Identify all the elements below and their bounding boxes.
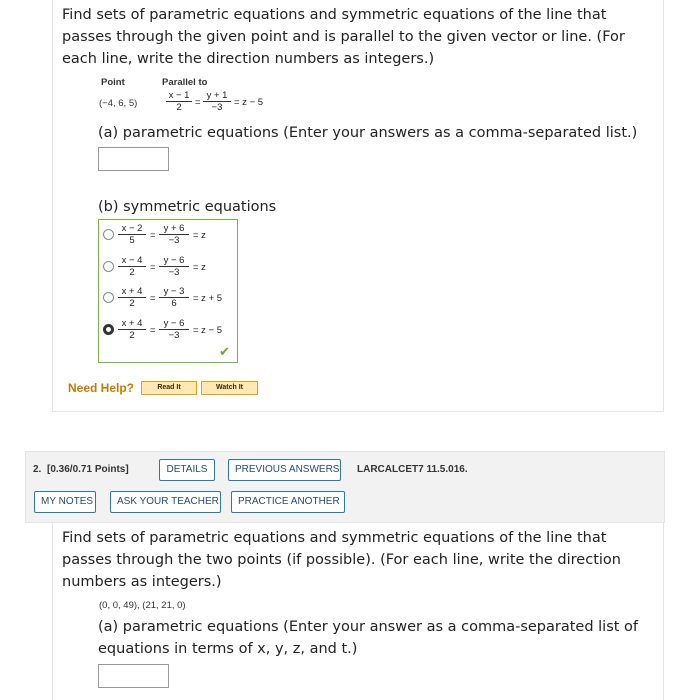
q1-part-b-label: (b) symmetric equations [98, 199, 277, 215]
choice-3-radio[interactable] [103, 292, 114, 303]
q2-parametric-answer-input[interactable] [98, 664, 169, 688]
frac-numerator: x − 2 [118, 223, 146, 235]
parallel-frac-x [166, 90, 192, 114]
choice-4-tail: = z − 5 [193, 325, 223, 336]
frac-denominator: 5 [129, 235, 135, 246]
choice-1-tail: = z [193, 230, 206, 241]
point-header: Point [101, 77, 125, 88]
frac-numerator: y + 6 [159, 223, 189, 235]
previous-answers-button[interactable]: PREVIOUS ANSWERS [228, 459, 341, 481]
q2-prompt [62, 527, 621, 593]
q2-number: 2. [33, 464, 42, 475]
frac-denominator: 2 [129, 267, 135, 278]
frac-denominator: 6 [171, 298, 177, 309]
q1-prompt-line: Find sets of parametric equations and symmetric equations of the line that [62, 7, 607, 23]
choice-2-frac-x [118, 255, 146, 279]
frac-denominator: 2 [129, 298, 135, 309]
point-value: (−4, 6, 5) [99, 98, 138, 109]
details-button[interactable]: DETAILS [159, 459, 215, 481]
q2-prompt-line: passes through the two points (if possible). (For each line, write the direction [62, 552, 621, 568]
frac-numerator: x + 4 [118, 286, 146, 298]
q1-prompt-line: passes through the given point and is parallel to the given vector or line. (For [62, 29, 625, 45]
q2-prompt-line: numbers as integers.) [62, 574, 222, 590]
watch-it-button[interactable]: Watch It [201, 381, 258, 395]
my-notes-button[interactable]: MY NOTES [34, 491, 96, 513]
equals-sign: = [150, 325, 156, 336]
q2-problem-code: LARCALCET7 11.5.016. [357, 464, 468, 475]
choice-2-frac-y [159, 255, 189, 279]
equals-sign: = [150, 262, 156, 273]
q2-points: [0.36/0.71 Points] [47, 464, 129, 475]
frac-numerator: x − 1 [166, 90, 192, 102]
parallel-header: Parallel to [162, 77, 208, 88]
choice-4-frac-y [159, 318, 189, 342]
choice-1-frac-x [118, 223, 146, 247]
ask-teacher-button[interactable]: ASK YOUR TEACHER [110, 491, 221, 513]
frac-numerator: y − 6 [159, 318, 189, 330]
q2-prompt-line: Find sets of parametric equations and symmetric equations of the line that [62, 530, 607, 546]
frac-denominator: −3 [168, 235, 180, 246]
frac-denominator: 2 [129, 330, 135, 341]
q1-prompt-line: each line, write the direction numbers as integers.) [62, 51, 435, 67]
parallel-frac-y [203, 90, 231, 114]
q1-parametric-answer-input[interactable] [98, 147, 169, 171]
choice-4-radio[interactable] [103, 324, 114, 335]
choice-3-frac-y [159, 286, 189, 310]
choice-1-frac-y [159, 223, 189, 247]
q1-prompt [62, 4, 625, 70]
frac-denominator: −3 [168, 267, 180, 278]
frac-numerator: x + 4 [118, 318, 146, 330]
frac-numerator: y + 1 [203, 90, 231, 102]
parallel-tail: = z − 5 [234, 97, 264, 108]
equals-sign: = [195, 97, 201, 108]
frac-numerator: y − 6 [159, 255, 189, 267]
practice-another-button[interactable]: PRACTICE ANOTHER [231, 491, 345, 513]
q1-part-a-label: (a) parametric equations (Enter your answers as a comma-separated list.) [98, 125, 638, 141]
equals-sign: = [150, 293, 156, 304]
choice-4-frac-x [118, 318, 146, 342]
q2-part-a-label [98, 616, 638, 660]
q2-given-points: (0, 0, 49), (21, 21, 0) [99, 600, 186, 611]
read-it-button[interactable]: Read It [141, 381, 197, 395]
choice-2-tail: = z [193, 262, 206, 273]
frac-denominator: −3 [168, 330, 180, 341]
need-help-label: Need Help? [68, 381, 135, 395]
frac-denominator: 2 [176, 102, 182, 113]
q2-part-a-line: (a) parametric equations (Enter your answer as a comma-separated list of [98, 619, 639, 635]
frac-denominator: −3 [211, 102, 223, 113]
frac-numerator: x − 4 [118, 255, 146, 267]
q2-part-a-line: equations in terms of x, y, z, and t.) [98, 641, 358, 657]
choice-2-radio[interactable] [103, 261, 114, 272]
choice-3-tail: = z + 5 [193, 293, 223, 304]
equals-sign: = [150, 230, 156, 241]
choice-3-frac-x [118, 286, 146, 310]
choice-1-radio[interactable] [103, 229, 114, 240]
frac-numerator: y − 3 [159, 286, 189, 298]
correct-check-icon: ✔ [219, 345, 230, 360]
